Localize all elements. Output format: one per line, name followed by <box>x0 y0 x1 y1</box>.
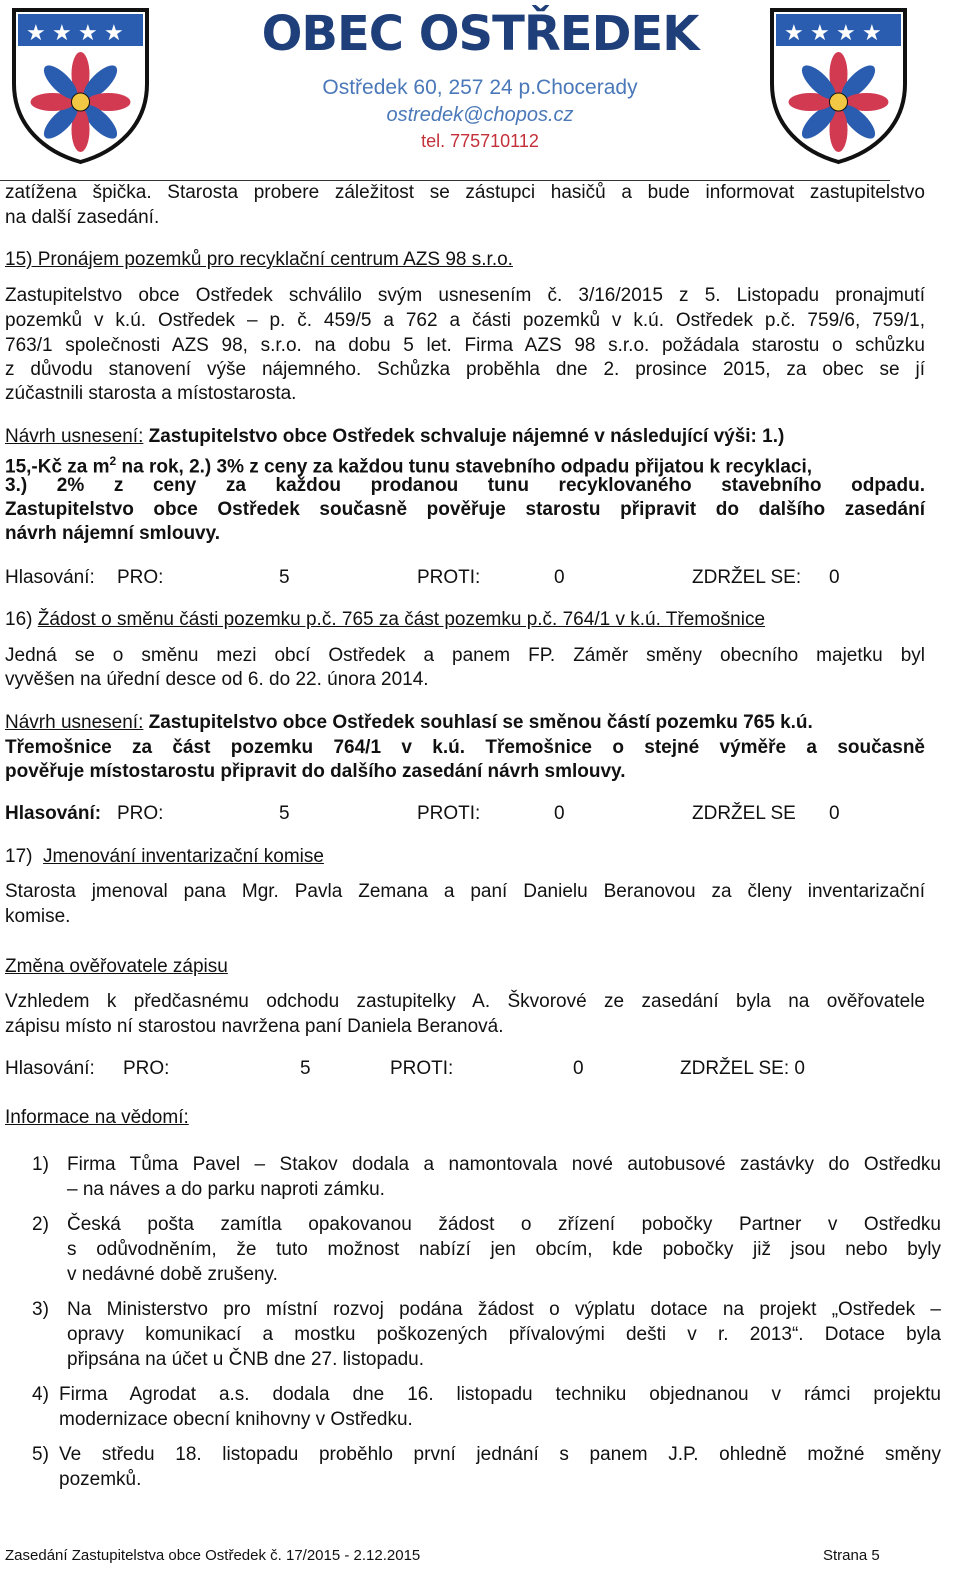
municipal-crest-right <box>766 4 911 166</box>
proposal-text: na rok, 2.) 3% z ceny za každou tunu stavebního odpadu přijatou k recyklaci, <box>116 456 813 478</box>
vote-label: Hlasování: <box>5 803 102 824</box>
vote-zdrzel-value: 0 <box>829 803 840 824</box>
svg-text:★: ★ <box>784 21 804 46</box>
municipality-email[interactable]: ostredek@chopos.cz <box>386 104 574 126</box>
info-item-line: připsána na účet u ČNB dne 27. listopadu. <box>67 1349 425 1370</box>
footer-meeting-info: Zasedání Zastupitelstva obce Ostředek č. 17/2015 - 2.12.2015 <box>5 1547 421 1564</box>
item-16-heading <box>5 607 925 632</box>
info-list-item <box>32 1152 942 1202</box>
item-16-proposal-line <box>5 710 925 735</box>
info-item-line: Ve středu 18. listopadu proběhlo první jednání s panem J.P. ohledně možné směny <box>59 1444 941 1465</box>
proposal-text: Zastupitelstvo obce Ostředek schvaluje nájemné v následující výši: 1.) <box>143 426 785 447</box>
info-item-line: modernizace obecní knihovny v Ostředku. <box>59 1409 413 1430</box>
vote-proti-value: 0 <box>554 803 565 824</box>
svg-text:★: ★ <box>78 21 98 46</box>
proposal-text: Zastupitelstvo obce Ostředek souhlasí se směnou částí pozemku 765 k.ú. <box>143 712 813 733</box>
item-16-title: Žádost o směnu části pozemku p.č. 765 za část pozemku p.č. 764/1 v k.ú. Třemošnice <box>37 609 766 630</box>
item-15-text-line: Zastupitelstvo obce Ostředek schválilo svým usnesením č. 3/16/2015 z 5. Listopadu pronajmutí <box>5 285 925 306</box>
intro-line: zatížena špička. Starosta probere záležitost se zástupci hasičů a bude informovat zastupitelstvo <box>5 182 925 203</box>
svg-text:★: ★ <box>810 21 830 46</box>
vote-pro-value: 5 <box>279 567 290 588</box>
item-16-proposal-line: pověřuje místostarostu připravit do dalšího zasedání návrh smlouvy. <box>5 761 626 782</box>
item-15-proposal-line: Zastupitelstvo obce Ostředek současně pověřuje starostu připravit do dalšího zasedání <box>5 499 925 520</box>
info-item-number: 1) <box>32 1154 49 1175</box>
change-verifier-heading: Změna ověřovatele zápisu <box>5 956 228 977</box>
svg-text:★: ★ <box>26 21 46 46</box>
municipal-crest-left <box>8 4 153 166</box>
item-15-proposal-line: 3.) 2% z ceny za každou prodanou tunu recyklovaného stavebního odpadu. <box>5 475 925 496</box>
vote-zdrzel-label: ZDRŽEL SE: <box>692 567 802 588</box>
item-15-text-line: 763/1 společnosti AZS 98, s.r.o. na dobu 5 let. Firma AZS 98 s.r.o. požádala starostu o schůzku <box>5 335 925 356</box>
vote-pro-value: 5 <box>300 1058 311 1079</box>
municipality-phone: tel. 775710112 <box>421 131 539 151</box>
svg-text:★: ★ <box>862 21 882 46</box>
municipality-address: Ostředek 60, 257 24 p.Chocerady <box>322 76 638 99</box>
item-15-heading: 15) Pronájem pozemků pro recyklační centrum AZS 98 s.r.o. <box>5 249 513 270</box>
proposal-superscript: 2 <box>109 454 117 468</box>
info-list-item <box>32 1442 942 1492</box>
info-item-line: pozemků. <box>59 1469 142 1490</box>
vote-pro-value: 5 <box>279 803 290 824</box>
item-15-text-line: z důvodu stanovení výše nájemného. Schůzka proběhla dne 2. prosince 2015, za obec se jí <box>5 359 925 380</box>
vote-label: Hlasování: <box>5 1058 95 1079</box>
svg-text:★: ★ <box>52 21 72 46</box>
vote-label: Hlasování: <box>5 567 95 588</box>
intro-line: na další zasedání. <box>5 207 160 228</box>
item-16-proposal-line: Třemošnice za část pozemku 764/1 v k.ú. Třemošnice o stejné výměře a současně <box>5 737 925 758</box>
info-item-line: s odůvodněním, že tuto možnost nabízí jen obcím, kde pobočky již jsou nebo byly <box>67 1239 941 1260</box>
info-list-item <box>32 1382 942 1432</box>
svg-text:★: ★ <box>836 21 856 46</box>
vote-zdrzel-value: 0 <box>829 567 840 588</box>
footer-page-number: Strana 5 <box>823 1547 880 1564</box>
info-item-line: – na náves a do parku naproti zámku. <box>67 1179 385 1200</box>
item-16-number: 16) <box>5 609 33 630</box>
item-17-title: Jmenování inventarizační komise <box>43 846 324 867</box>
info-list-item <box>32 1212 942 1287</box>
vote-proti-label: PROTI: <box>417 567 481 588</box>
item-15-text-line: zúčastnili starosta a místostarosta. <box>5 383 297 404</box>
vote-proti-label: PROTI: <box>417 803 481 824</box>
item-17-number: 17) <box>5 846 33 867</box>
vote-proti-label: PROTI: <box>390 1058 454 1079</box>
vote-pro-label: PRO: <box>123 1058 170 1079</box>
vote-proti-value: 0 <box>573 1058 584 1079</box>
item-16-text-line: vyvěšen na úřední desce od 6. do 22. února 2014. <box>5 669 429 690</box>
info-item-number: 5) <box>32 1444 49 1465</box>
item-17-heading <box>5 844 925 869</box>
info-list-item <box>32 1297 942 1372</box>
item-16-text-line: Jedná se o směnu mezi obcí Ostředek a panem FP. Záměr směny obecního majetku byl <box>5 645 925 666</box>
info-item-line: Na Ministerstvo pro místní rozvoj podána žádost o výplatu dotace na projekt „Ostředek – <box>67 1299 941 1320</box>
vote-pro-label: PRO: <box>117 803 164 824</box>
change-verifier-text-line: zápisu místo ní starostou navržena paní Daniela Beranová. <box>5 1016 504 1037</box>
info-item-line: v nedávné době zrušeny. <box>67 1264 278 1285</box>
item-17-text-line: Starosta jmenoval pana Mgr. Pavla Zemana a paní Danielu Beranovou za členy inventarizační <box>5 881 925 902</box>
change-verifier-text-line: Vzhledem k předčasnému odchodu zastupitelky A. Škvorové ze zasedání byla na ověřovatele <box>5 991 925 1012</box>
info-item-number: 2) <box>32 1214 49 1235</box>
municipality-title: OBEC OSTŘEDEK <box>261 6 699 62</box>
proposal-label: Návrh usnesení: <box>5 712 144 733</box>
vote-pro-label: PRO: <box>117 567 164 588</box>
info-item-line: Firma Tůma Pavel – Stakov dodala a namontovala nové autobusové zastávky do Ostředku <box>67 1154 941 1175</box>
info-item-number: 3) <box>32 1299 49 1320</box>
vote-proti-value: 0 <box>554 567 565 588</box>
item-15-proposal-line <box>5 424 925 449</box>
info-item-line: opravy komunikací a mostku poškozených přívalovými dešti v r. 2013“. Dotace byla <box>67 1324 941 1345</box>
vote-zdrzel: ZDRŽEL SE: 0 <box>680 1058 805 1079</box>
proposal-text: 15,-Kč za m <box>5 456 110 478</box>
item-15-text-line: pozemků v k.ú. Ostředek – p. č. 459/5 a 762 a části pozemků v k.ú. Ostředek p.č. 759/6, 759/1, <box>5 310 925 331</box>
svg-text:★: ★ <box>104 21 124 46</box>
info-heading: Informace na vědomí: <box>5 1107 189 1128</box>
info-item-line: Firma Agrodat a.s. dodala dne 16. listopadu techniku objednanou v rámci projektu <box>59 1384 941 1405</box>
item-15-proposal-line: návrh nájemní smlouvy. <box>5 523 221 544</box>
vote-zdrzel-label: ZDRŽEL SE <box>692 803 796 824</box>
item-17-text-line: komise. <box>5 906 71 927</box>
proposal-label: Návrh usnesení: <box>5 426 144 447</box>
info-item-line: Česká pošta zamítla opakovanou žádost o zřízení pobočky Partner v Ostředku <box>67 1214 941 1235</box>
info-item-number: 4) <box>32 1384 49 1405</box>
